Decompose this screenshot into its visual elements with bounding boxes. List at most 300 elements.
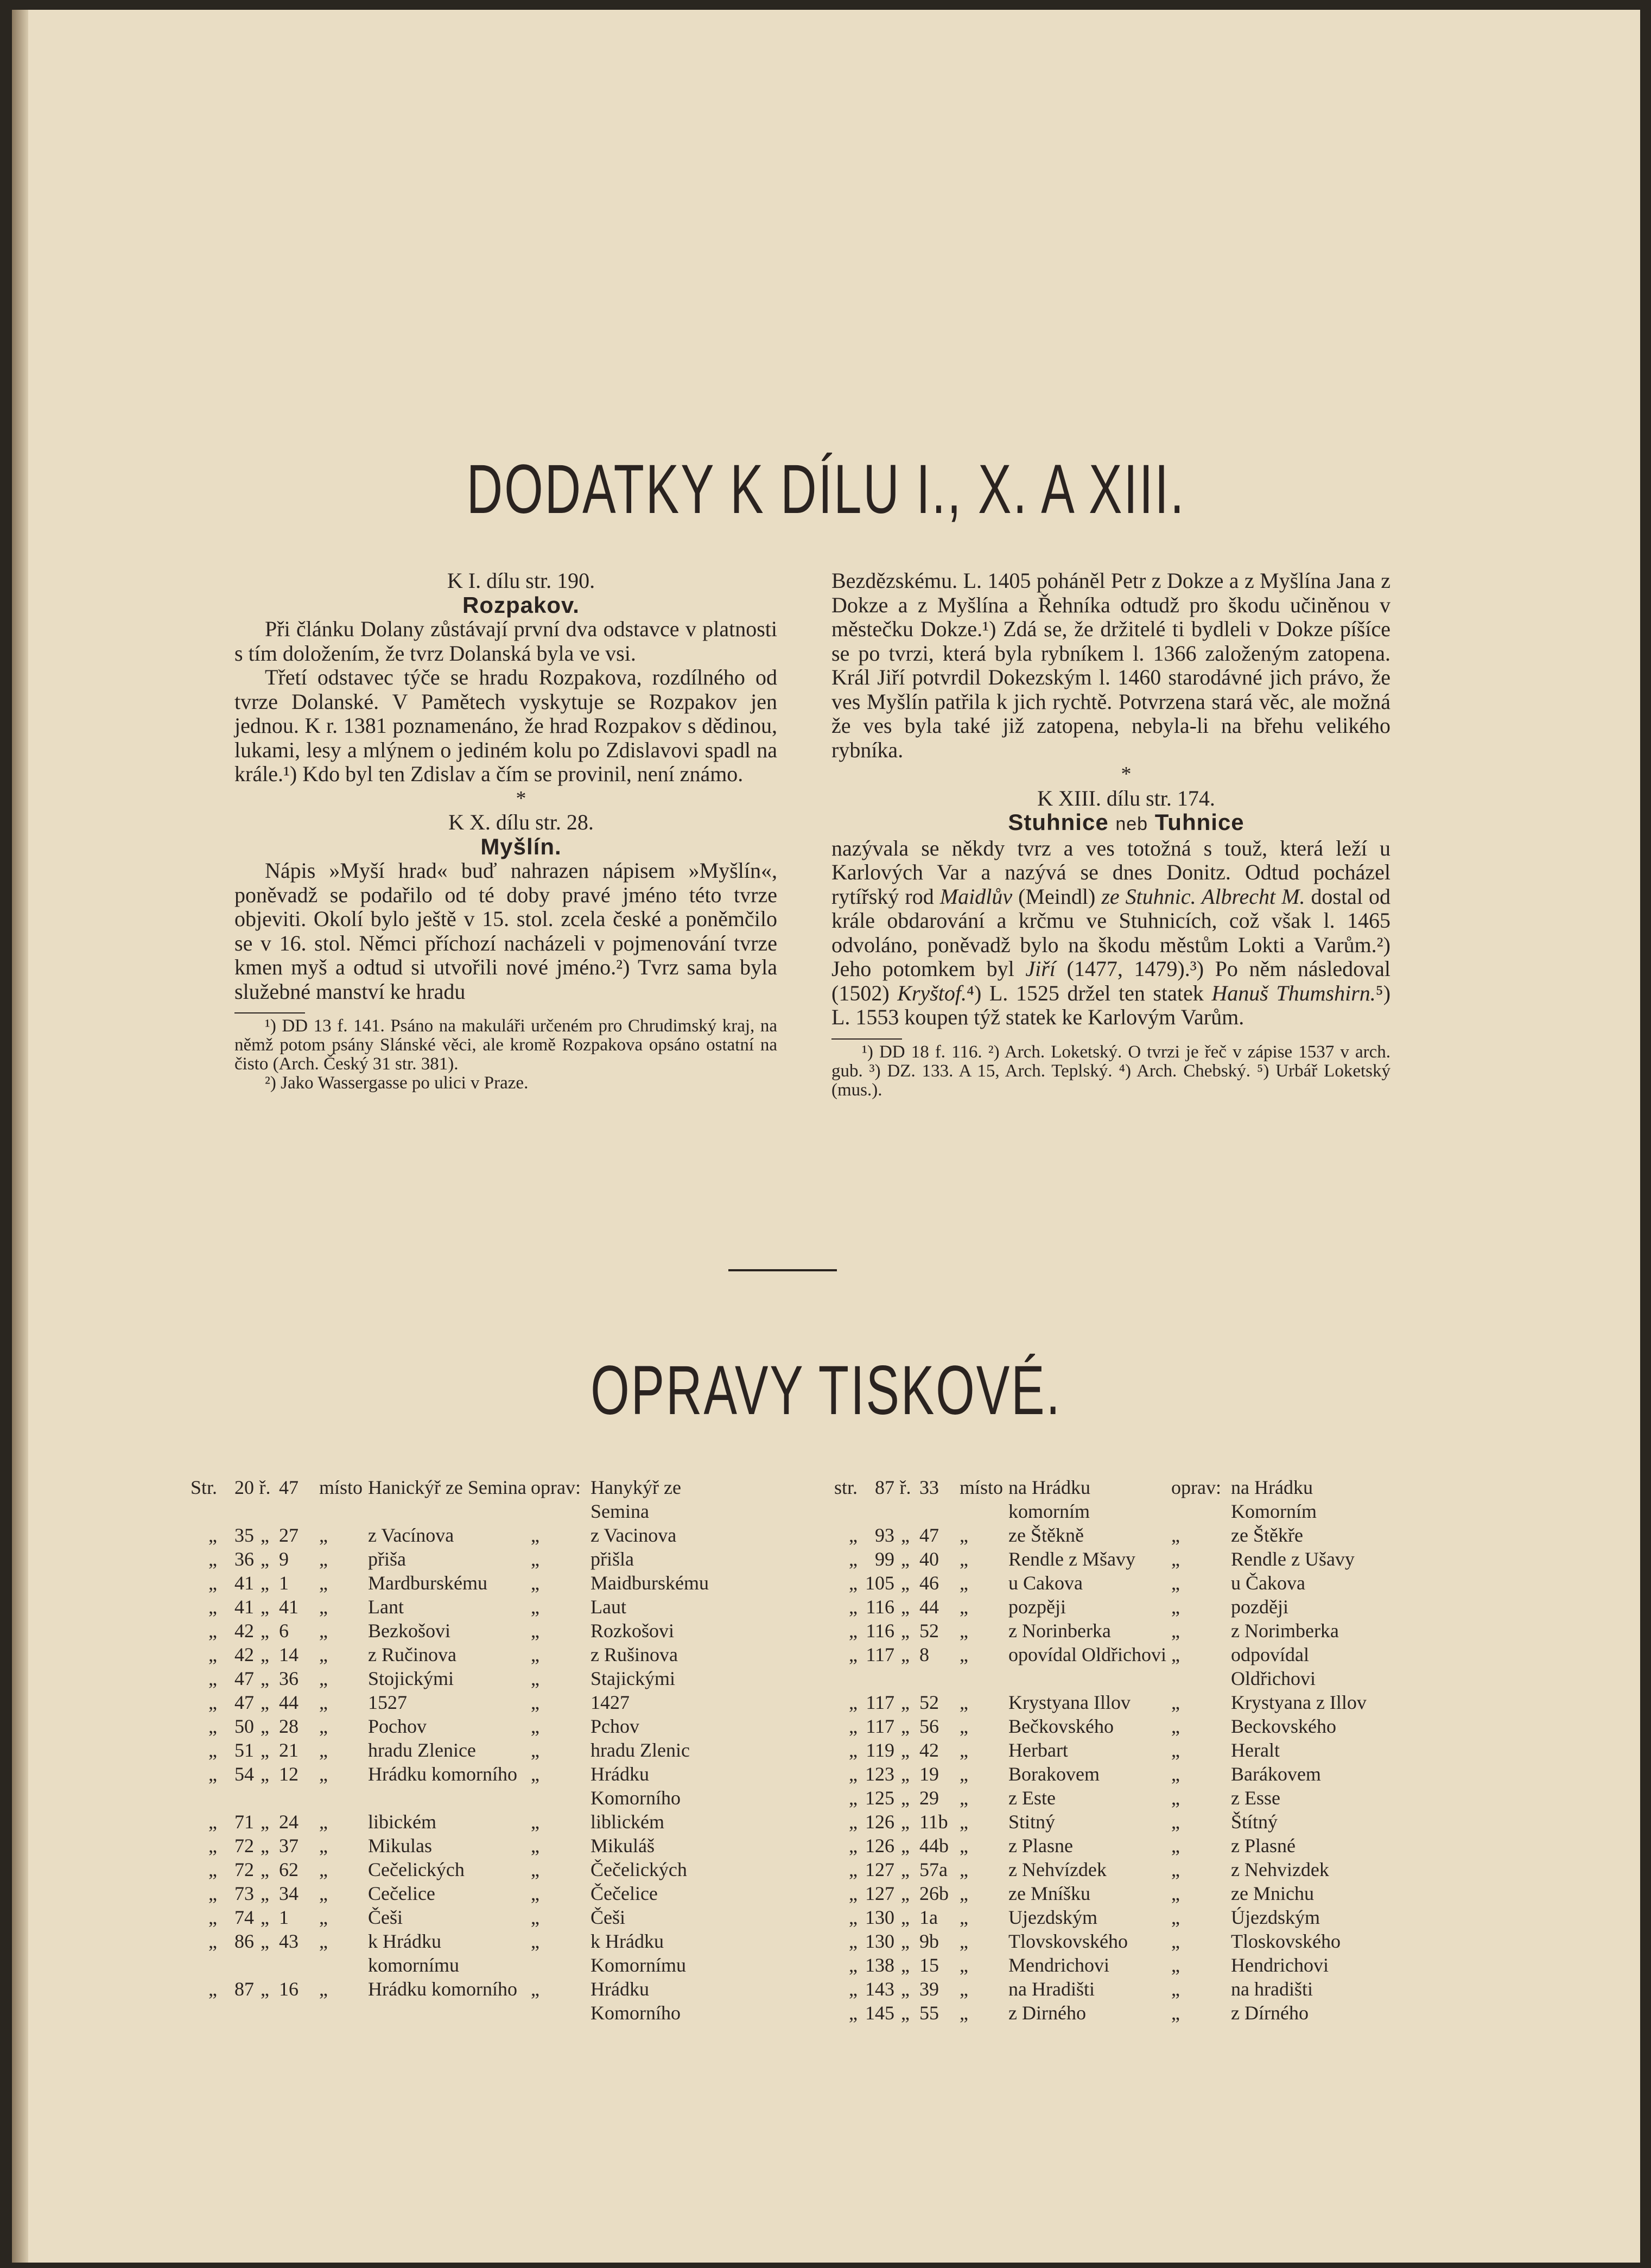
- errata-row: [175, 1667, 742, 1690]
- errata-right: Hrádku Komorního: [590, 1763, 681, 1809]
- errata-ln: 34: [279, 1883, 299, 1904]
- errata-right: přišla: [590, 1548, 634, 1570]
- errata-misto: „: [960, 1883, 968, 1904]
- errata-wrong: Herbart: [1008, 1739, 1068, 1761]
- errata-pg: 86: [234, 1930, 254, 1952]
- errata-str: „: [849, 1620, 858, 1642]
- errata-ln: 8: [919, 1644, 929, 1665]
- errata-str: „: [849, 1811, 858, 1833]
- text: (1477, 1479).³) Po něm následoval (1502): [831, 956, 1391, 1005]
- errata-ln: 27: [279, 1524, 299, 1546]
- errata-str: str.: [834, 1477, 858, 1498]
- errata-row: [815, 1690, 1383, 1714]
- errata-pg: 127: [865, 1859, 894, 1880]
- errata-pg: 72: [234, 1835, 254, 1857]
- paragraph: [831, 837, 1390, 1030]
- errata-pg: 42: [234, 1644, 254, 1665]
- errata-r: „: [901, 2002, 910, 2024]
- errata-wrong: z Este: [1008, 1787, 1056, 1809]
- errata-misto: „: [319, 1668, 328, 1689]
- errata-ln: 37: [279, 1835, 299, 1857]
- heading-part: Stuhnice: [1008, 809, 1109, 835]
- errata-row: [175, 1595, 742, 1619]
- errata-r: „: [901, 1811, 910, 1833]
- errata-row: [175, 1905, 742, 1929]
- errata-misto: „: [960, 1835, 968, 1857]
- errata-r: „: [261, 1715, 269, 1737]
- errata-misto: „: [319, 1548, 328, 1570]
- errata-str: „: [849, 1930, 858, 1952]
- errata-row: [815, 1714, 1383, 1738]
- errata-right: Hendrichovi: [1231, 1954, 1329, 1976]
- errata-row: [815, 2001, 1383, 2025]
- errata-right: u Čakova: [1231, 1572, 1305, 1594]
- errata-row: [815, 1905, 1383, 1929]
- errata-r: „: [261, 1596, 269, 1618]
- errata-ln: 9: [279, 1548, 289, 1570]
- errata-pg: 47: [234, 1692, 254, 1713]
- errata-r: „: [261, 1835, 269, 1857]
- errata-r: „: [261, 1572, 269, 1594]
- errata-right: ze Mnichu: [1231, 1883, 1314, 1904]
- errata-r: „: [901, 1883, 910, 1904]
- errata-right: odpovídal Oldřichovi: [1231, 1644, 1316, 1689]
- errata-right: z Vacinova: [590, 1524, 677, 1546]
- errata-pg: 87: [234, 1978, 254, 2000]
- errata-misto: „: [319, 1811, 328, 1833]
- errata-right: Barákovem: [1231, 1763, 1321, 1785]
- errata-misto: „: [960, 1954, 968, 1976]
- errata-right: Laut: [590, 1596, 626, 1618]
- errata-oprav: „: [1171, 1859, 1180, 1880]
- errata-right: na Hrádku Komorním: [1231, 1477, 1317, 1522]
- italic-name: Hanuš Thumshirn.: [1211, 980, 1376, 1005]
- errata-oprav: „: [1171, 1548, 1180, 1570]
- errata-oprav: „: [1171, 2002, 1180, 2024]
- errata-wrong: přiša: [368, 1548, 406, 1570]
- errata-str: „: [849, 1572, 858, 1594]
- errata-wrong: Stitný: [1008, 1811, 1056, 1833]
- errata-oprav: „: [1171, 1739, 1180, 1761]
- errata-misto: „: [319, 1620, 328, 1642]
- errata-wrong: Tlovskovského: [1008, 1930, 1128, 1952]
- errata-str: „: [208, 1835, 217, 1857]
- errata-pg: 130: [865, 1930, 894, 1952]
- errata-row: [175, 1619, 742, 1643]
- errata-oprav: „: [531, 1906, 539, 1928]
- text: ⁴) L. 1525 držel ten statek: [967, 980, 1204, 1005]
- errata-oprav: „: [1171, 1811, 1180, 1833]
- errata-r: „: [901, 1954, 910, 1976]
- section-star: *: [516, 787, 526, 810]
- errata-str: „: [208, 1548, 217, 1570]
- errata-misto: „: [960, 1715, 968, 1737]
- errata-wrong: z Plasne: [1008, 1835, 1073, 1857]
- errata-misto: „: [960, 1524, 968, 1546]
- errata-r: ř.: [899, 1477, 911, 1498]
- errata-misto: místo: [319, 1477, 363, 1498]
- errata-misto: „: [960, 1930, 968, 1952]
- errata-wrong: Češi: [368, 1906, 403, 1928]
- errata-misto: „: [960, 1739, 968, 1761]
- errata-oprav: „: [1171, 1620, 1180, 1642]
- errata-oprav: „: [531, 1811, 539, 1833]
- heading-myslin: Myšlín.: [480, 833, 562, 859]
- footnote: ¹) DD 18 f. 116. ²) Arch. Loketský. O tvrzi je řeč v zápise 1537 v arch. gub. ³) DZ. 133. A 15, Arch. Teplský. ⁴) Arch. Chebský. ⁵) Urbář Loketský (mus.).: [831, 1042, 1390, 1100]
- heading-stuhnice: [831, 810, 1390, 837]
- errata-ln: 40: [919, 1548, 939, 1570]
- errata-row: [815, 1786, 1383, 1810]
- errata-r: „: [901, 1739, 910, 1761]
- text: ⁵) L. 1553 koupen týž statek ke Karlovým Varům.: [831, 980, 1391, 1029]
- errata-r: „: [261, 1668, 269, 1689]
- errata-str: „: [849, 1524, 858, 1546]
- errata-pg: 119: [866, 1739, 894, 1761]
- errata-pg: 87: [875, 1477, 894, 1498]
- errata-wrong: ze Mníšku: [1008, 1883, 1090, 1904]
- errata-wrong: Pochov: [368, 1715, 427, 1737]
- errata-str: „: [849, 1835, 858, 1857]
- errata-wrong: Bezkošovi: [368, 1620, 450, 1642]
- errata-r: „: [261, 1644, 269, 1665]
- errata-wrong: na Hradišti: [1008, 1978, 1095, 2000]
- errata-row: [175, 1977, 742, 2025]
- errata-row: [815, 1858, 1383, 1881]
- errata-str: „: [849, 1787, 858, 1809]
- errata-oprav: „: [1171, 1596, 1180, 1618]
- errata-ln: 21: [279, 1739, 299, 1761]
- errata-ln: 57a: [919, 1859, 948, 1880]
- errata-r: „: [261, 1763, 269, 1785]
- errata-oprav: „: [531, 1620, 539, 1642]
- errata-oprav: „: [1171, 1763, 1180, 1785]
- errata-pg: 99: [875, 1548, 894, 1570]
- errata-oprav: „: [531, 1763, 539, 1785]
- addenda-left-column: [234, 569, 777, 1093]
- errata-ln: 29: [919, 1787, 939, 1809]
- errata-right: z Plasné: [1231, 1835, 1296, 1857]
- errata-right: z Rušinova: [590, 1644, 678, 1665]
- errata-pg: 117: [866, 1644, 894, 1665]
- errata-oprav: „: [531, 1692, 539, 1713]
- errata-misto: „: [319, 1644, 328, 1665]
- errata-row: [815, 1619, 1383, 1643]
- errata-r: „: [261, 1883, 269, 1904]
- errata-row: [175, 1523, 742, 1547]
- errata-pg: 123: [865, 1763, 894, 1785]
- errata-right: Mikuláš: [590, 1835, 655, 1857]
- errata-r: „: [901, 1692, 910, 1713]
- errata-oprav: oprav:: [1171, 1477, 1221, 1498]
- errata-right: Čečelických: [590, 1859, 687, 1880]
- errata-row: [175, 1738, 742, 1762]
- errata-oprav: „: [531, 1978, 539, 2000]
- errata-wrong: Mikulas: [368, 1835, 433, 1857]
- errata-misto: „: [960, 1620, 968, 1642]
- errata-row: [815, 1643, 1383, 1690]
- errata-wrong: z Dirného: [1008, 2002, 1086, 2024]
- italic-name: Maidlův: [939, 884, 1013, 909]
- errata-row: [815, 1595, 1383, 1619]
- errata-str: „: [208, 1572, 217, 1594]
- errata-oprav: „: [531, 1596, 539, 1618]
- errata-misto: „: [319, 1524, 328, 1546]
- errata-row: [175, 1834, 742, 1858]
- heading-rozpakov: Rozpakov.: [462, 592, 580, 618]
- errata-wrong: k Hrádku komornímu: [368, 1930, 459, 1976]
- errata-oprav: „: [1171, 1787, 1180, 1809]
- errata-ln: 28: [279, 1715, 299, 1737]
- errata-pg: 54: [234, 1763, 254, 1785]
- errata-misto: „: [960, 1787, 968, 1809]
- errata-row: [815, 1881, 1383, 1905]
- errata-ln: 36: [279, 1668, 299, 1689]
- errata-wrong: z Norinberka: [1008, 1620, 1111, 1642]
- errata-pg: 73: [234, 1883, 254, 1904]
- errata-r: „: [901, 1978, 910, 2000]
- errata-oprav: „: [1171, 1524, 1180, 1546]
- errata-r: „: [901, 1763, 910, 1785]
- errata-right: Štítný: [1231, 1811, 1278, 1833]
- errata-wrong: z Vacínova: [368, 1524, 454, 1546]
- errata-misto: „: [319, 1763, 328, 1785]
- errata-pg: 105: [865, 1572, 894, 1594]
- errata-wrong: Rendle z Mšavy: [1008, 1548, 1135, 1570]
- errata-pg: 126: [865, 1835, 894, 1857]
- errata-misto: „: [319, 1596, 328, 1618]
- reference-part-xiii: K XIII. dílu str. 174.: [1037, 785, 1215, 810]
- errata-misto: „: [960, 1644, 968, 1665]
- errata-pg: 50: [234, 1715, 254, 1737]
- errata-misto: „: [960, 1763, 968, 1785]
- errata-r: „: [901, 1787, 910, 1809]
- errata-right: liblickém: [590, 1811, 664, 1833]
- errata-ln: 56: [919, 1715, 939, 1737]
- errata-row: [175, 1547, 742, 1571]
- errata-oprav: „: [531, 1668, 539, 1689]
- errata-misto: „: [319, 1835, 328, 1857]
- errata-misto: „: [960, 2002, 968, 2024]
- errata-pg: 41: [234, 1572, 254, 1594]
- errata-pg: 74: [234, 1906, 254, 1928]
- paragraph: Třetí odstavec týče se hradu Rozpakova, rozdílného od tvrze Dolanské. V Pamětech vyskytuje se Rozpakov jen jednou. K r. 1381 poznamenáno, že hrad Rozpakov s dědinou, lukami, lesy a mlýnem o jediném kolu po Zdislavovi spadl na krále.¹) Kdo byl ten Zdislav a čím se provinil, není známo.: [234, 665, 777, 786]
- errata-str: „: [849, 1906, 858, 1928]
- errata-right: Hanykýř ze Semina: [590, 1477, 681, 1522]
- errata-ln: 6: [279, 1620, 289, 1642]
- section-star: *: [1121, 763, 1132, 785]
- errata-wrong: Cečelice: [368, 1883, 435, 1904]
- errata-wrong: Hrádku komorního: [368, 1763, 517, 1785]
- errata-ln: 55: [919, 2002, 939, 2024]
- errata-misto: „: [319, 1883, 328, 1904]
- errata-pg: 36: [234, 1548, 254, 1570]
- errata-str: „: [208, 1644, 217, 1665]
- errata-str: „: [849, 2002, 858, 2024]
- errata-misto: místo: [960, 1477, 1004, 1498]
- errata-str: „: [849, 1739, 858, 1761]
- errata-r: „: [901, 1715, 910, 1737]
- errata-pg: 143: [865, 1978, 894, 2000]
- errata-oprav: „: [1171, 1835, 1180, 1857]
- errata-row: [815, 1571, 1383, 1595]
- errata-misto: „: [319, 1930, 328, 1952]
- errata-r: „: [901, 1548, 910, 1570]
- errata-oprav: „: [531, 1835, 539, 1857]
- errata-ln: 47: [279, 1477, 299, 1498]
- errata-row: [175, 1881, 742, 1905]
- errata-r: „: [261, 1692, 269, 1713]
- errata-ln: 14: [279, 1644, 299, 1665]
- errata-wrong: opovídal Oldřichovi: [1008, 1644, 1166, 1665]
- errata-row: [815, 1523, 1383, 1547]
- errata-row: [815, 1738, 1383, 1762]
- errata-str: „: [208, 1883, 217, 1904]
- heading-part: neb: [1115, 814, 1148, 834]
- errata-ln: 42: [919, 1739, 939, 1761]
- errata-right: z Esse: [1231, 1787, 1280, 1809]
- errata-pg: 127: [865, 1883, 894, 1904]
- errata-str: „: [849, 1548, 858, 1570]
- errata-row: [175, 1643, 742, 1667]
- errata-right: Pchov: [590, 1715, 639, 1737]
- errata-str: „: [849, 1978, 858, 2000]
- errata-row: [175, 1571, 742, 1595]
- errata-right: Maidburskému: [590, 1572, 709, 1594]
- errata-oprav: „: [531, 1739, 539, 1761]
- errata-ln: 52: [919, 1620, 939, 1642]
- errata-pg: 41: [234, 1596, 254, 1618]
- errata-right: Tloskovského: [1231, 1930, 1341, 1952]
- errata-wrong: Hanickýř ze Semina: [368, 1477, 526, 1498]
- errata-oprav: „: [531, 1524, 539, 1546]
- addenda-title: DODATKY K DÍLU I., X. A XIII.: [466, 451, 1186, 528]
- errata-wrong: Cečelických: [368, 1859, 465, 1880]
- paragraph: Bezdězskému. L. 1405 poháněl Petr z Dokze a z Myšlína Jana z Dokze a z Myšlína a Řehníka odtudž pro škodu učiněnou v městečku Dokze.¹) Zdá se, že držitelé ti bydleli v Dokze píšíce se po tvrzi, která byla rybníkem l. 1366 založeným zatopena. Král Jiří potvrdil Dokezským l. 1460 starodávné jich právo, že ves Myšlín patřila k jich rychtě. Potvrzena stará věc, ale možná že ves byla také již zatopena, nebyla-li na břehu velikého rybníka.: [831, 568, 1390, 762]
- errata-row: [815, 1475, 1383, 1523]
- errata-row: [815, 1929, 1383, 1953]
- errata-table-left: [175, 1475, 742, 2025]
- errata-r: „: [901, 1620, 910, 1642]
- errata-r: ř.: [259, 1477, 271, 1498]
- footnote: ²) Jako Wassergasse po ulici v Praze.: [265, 1073, 529, 1093]
- errata-misto: „: [960, 1596, 968, 1618]
- errata-right: Beckovského: [1231, 1715, 1336, 1737]
- errata-ln: 16: [279, 1978, 299, 2000]
- errata-ln: 44b: [919, 1835, 949, 1857]
- errata-misto: „: [319, 1978, 328, 2000]
- errata-ln: 43: [279, 1930, 299, 1952]
- errata-pg: 71: [234, 1811, 254, 1833]
- errata-row: [175, 1475, 742, 1523]
- errata-row: [175, 1929, 742, 1977]
- errata-oprav: „: [1171, 1906, 1180, 1928]
- errata-ln: 19: [919, 1763, 939, 1785]
- errata-str: „: [849, 1954, 858, 1976]
- addenda-right-column: [831, 569, 1390, 1100]
- section-separator: [728, 1269, 837, 1271]
- errata-ln: 1a: [919, 1906, 938, 1928]
- errata-wrong: na Hrádku komorním: [1008, 1477, 1090, 1522]
- errata-pg: 117: [866, 1692, 894, 1713]
- errata-row: [175, 1810, 742, 1834]
- errata-r: „: [901, 1835, 910, 1857]
- errata-wrong: Ujezdským: [1008, 1906, 1097, 1928]
- errata-wrong: Bečkovského: [1008, 1715, 1114, 1737]
- errata-right: Heralt: [1231, 1739, 1280, 1761]
- errata-ln: 62: [279, 1859, 299, 1880]
- errata-oprav: „: [1171, 1883, 1180, 1904]
- errata-wrong: hradu Zlenice: [368, 1739, 476, 1761]
- errata-pg: 116: [866, 1620, 894, 1642]
- errata-ln: 33: [919, 1477, 939, 1498]
- errata-wrong: z Nehvízdek: [1008, 1859, 1107, 1880]
- italic-name: ze Stuhnic. Albrecht M.: [1101, 884, 1305, 909]
- errata-ln: 1: [279, 1906, 289, 1928]
- errata-ln: 12: [279, 1763, 299, 1785]
- errata-oprav: „: [1171, 1644, 1180, 1665]
- errata-r: „: [261, 1930, 269, 1952]
- errata-str: „: [208, 1715, 217, 1737]
- errata-ln: 44: [279, 1692, 299, 1713]
- errata-right: Čečelice: [590, 1883, 658, 1904]
- errata-right: Rozkošovi: [590, 1620, 675, 1642]
- errata-ln: 11b: [919, 1811, 948, 1833]
- errata-misto: „: [319, 1572, 328, 1594]
- errata-right: z Nehvizdek: [1231, 1859, 1329, 1880]
- errata-oprav: „: [531, 1715, 539, 1737]
- errata-right: Rendle z Ušavy: [1231, 1548, 1355, 1570]
- errata-oprav: „: [1171, 1692, 1180, 1713]
- errata-oprav: „: [531, 1644, 539, 1665]
- errata-row: [815, 1547, 1383, 1571]
- errata-r: „: [901, 1596, 910, 1618]
- errata-misto: „: [960, 1572, 968, 1594]
- errata-misto: „: [960, 1978, 968, 2000]
- errata-str: „: [849, 1596, 858, 1618]
- errata-row: [815, 1762, 1383, 1786]
- errata-wrong: Mendrichovi: [1008, 1954, 1109, 1976]
- errata-wrong: Krystyana Illov: [1008, 1692, 1131, 1713]
- errata-ln: 24: [279, 1811, 299, 1833]
- errata-right: Újezdským: [1231, 1906, 1320, 1928]
- errata-r: „: [261, 1620, 269, 1642]
- errata-pg: 47: [234, 1668, 254, 1689]
- errata-row: [175, 1858, 742, 1881]
- errata-str: „: [849, 1883, 858, 1904]
- errata-ln: 39: [919, 1978, 939, 2000]
- errata-str: „: [849, 1692, 858, 1713]
- errata-right: Češi: [590, 1906, 626, 1928]
- errata-pg: 93: [875, 1524, 894, 1546]
- errata-str: „: [208, 1524, 217, 1546]
- errata-misto: „: [319, 1715, 328, 1737]
- errata-ln: 44: [919, 1596, 939, 1618]
- text: (Meindl): [1018, 884, 1096, 909]
- errata-r: „: [261, 1524, 269, 1546]
- errata-pg: 51: [234, 1739, 254, 1761]
- errata-ln: 52: [919, 1692, 939, 1713]
- errata-str: „: [849, 1763, 858, 1785]
- errata-row: [175, 1762, 742, 1810]
- errata-row: [815, 1977, 1383, 2001]
- italic-name: Jiří: [1025, 956, 1056, 981]
- errata-right: později: [1231, 1596, 1288, 1618]
- errata-right: Stajickými: [590, 1668, 675, 1689]
- errata-r: „: [261, 1739, 269, 1761]
- errata-wrong: Borakovem: [1008, 1763, 1100, 1785]
- errata-pg: 117: [866, 1715, 894, 1737]
- errata-misto: „: [319, 1906, 328, 1928]
